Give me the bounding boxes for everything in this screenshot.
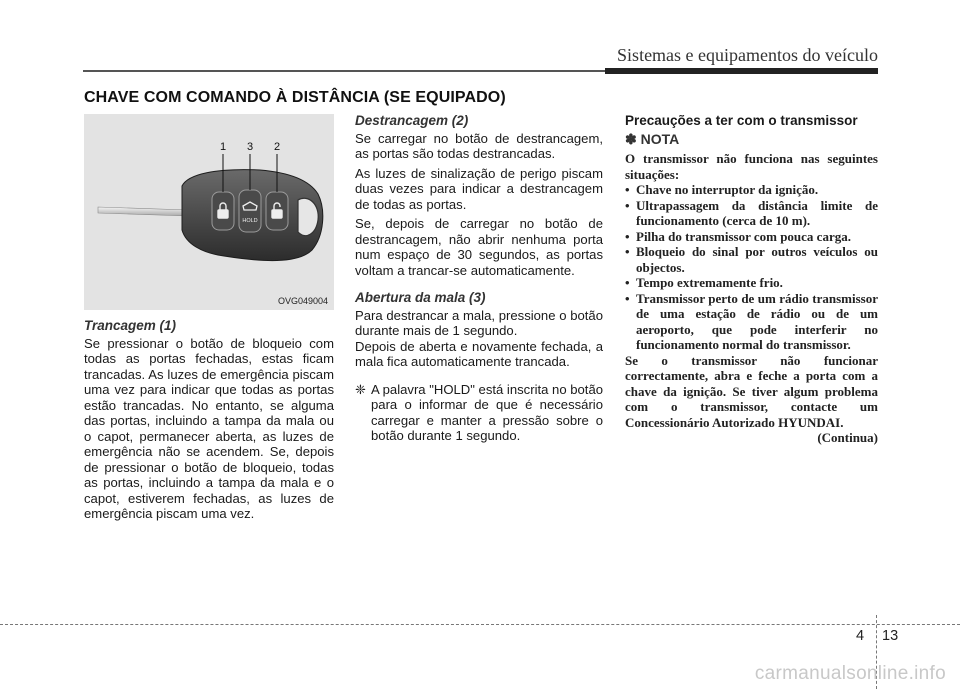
- section-title: CHAVE COM COMANDO À DISTÂNCIA (SE EQUIPADO): [84, 89, 506, 106]
- trunk-paragraph-2: Depois de aberta e novamente fechada, a mala fica automaticamente trancada.: [355, 338, 603, 369]
- list-item: • Ultrapassagem da distância limite de funcionamento (cerca de 10 m).: [625, 197, 878, 228]
- unlock-paragraph-3: Se, depois de carregar no botão de destrancagem, não abrir nenhuma porta num espaço de 30 segundos, as portas voltam a trancar-se automaticamente.: [355, 216, 603, 278]
- list-item: • Transmissor perto de um rádio transmissor de uma estação de rádio ou de um aeroporto, que pode interferir no funcionamento normal do transmissor.: [625, 290, 878, 352]
- list-item: • Chave no interruptor da ignição.: [625, 182, 819, 197]
- key-fob-figure: [84, 114, 334, 310]
- hold-label: HOLD: [242, 218, 258, 224]
- bullet-icon: •: [625, 182, 630, 197]
- column-1: [84, 318, 334, 526]
- lock-paragraph: Se pressionar o botão de bloqueio com todas as portas fechadas, estas ficam trancadas. As luzes de emergência piscam uma vez para indicar que todas as portas estão trancadas. No entanto, se alguma das portas, incluindo a tampa da mala ou o capot, permanecer aberta, as luzes de emergência não se acendem. Se, depois de pressionar o botão de bloqueio, todas as portas, incluindo a tampa da mala e o capot, estiverem fechadas, as luzes de emergência piscam uma vez.: [84, 335, 334, 521]
- trunk-paragraph-1: Para destrancar a mala, pressione o botão durante mais de 1 segundo.: [355, 307, 603, 338]
- bullet-icon: •: [625, 228, 630, 244]
- callout-3: 3: [246, 141, 254, 153]
- callout-2: 2: [273, 141, 281, 153]
- unlock-heading: Destrancagem (2): [355, 113, 469, 128]
- notes-outro: Se o transmissor não funcionar correctamente, abra e feche a porta com a chave da ignição. Se tiver algum problema com o transmissor, contacte um Concessionário Autorizado HYUNDAI.: [625, 352, 878, 430]
- precautions-heading: Precauções a ter com o transmissor: [625, 113, 858, 128]
- page-number: 13: [882, 628, 899, 644]
- header-rule-accent: [605, 68, 878, 74]
- footer-rule: [0, 624, 960, 625]
- chapter-number: 4: [856, 628, 865, 644]
- transmitter-notes: [625, 151, 878, 446]
- hold-note: [355, 382, 603, 444]
- list-item: • Bloqueio do sinal por outros veículos ou objectos.: [625, 244, 878, 275]
- note-symbol-icon: ❈: [355, 381, 366, 397]
- continued-marker: (Continua): [817, 430, 878, 445]
- bullet-icon: •: [625, 197, 630, 213]
- list-item: • Pilha do transmissor com pouca carga.: [625, 228, 851, 244]
- lock-heading: Trancagem (1): [84, 318, 177, 333]
- trunk-button: [239, 190, 261, 232]
- figure-code: OVG049004: [277, 296, 328, 306]
- callout-1: 1: [219, 141, 227, 153]
- nota-heading: ✽ NOTA: [625, 130, 680, 147]
- running-header: Sistemas e equipamentos do veículo: [617, 45, 878, 65]
- bullet-icon: •: [625, 275, 630, 290]
- unlock-paragraph-2: As luzes de sinalização de perigo piscam duas vezes para indicar a destrancagem de todas as portas.: [355, 165, 603, 212]
- unlock-paragraph-1: Se carregar no botão de destrancagem, as portas são todas destrancadas.: [355, 130, 603, 161]
- hold-note-text: A palavra "HOLD" está inscrita no botão para o informar de que é necessário carregar e manter a pressão sobre o botão durante 1 segundo.: [371, 381, 604, 443]
- watermark: carmanualsonline.info: [754, 663, 946, 684]
- notes-intro: O transmissor não funciona nas seguintes situações:: [625, 151, 878, 182]
- bullet-icon: •: [625, 290, 630, 306]
- key-fob-illustration: [84, 114, 334, 310]
- list-item: • Tempo extremamente frio.: [625, 275, 783, 290]
- key-blade: [98, 207, 188, 216]
- bullet-icon: •: [625, 244, 630, 259]
- column-2: [355, 113, 603, 444]
- trunk-heading: Abertura da mala (3): [355, 290, 486, 305]
- column-3: [625, 113, 878, 446]
